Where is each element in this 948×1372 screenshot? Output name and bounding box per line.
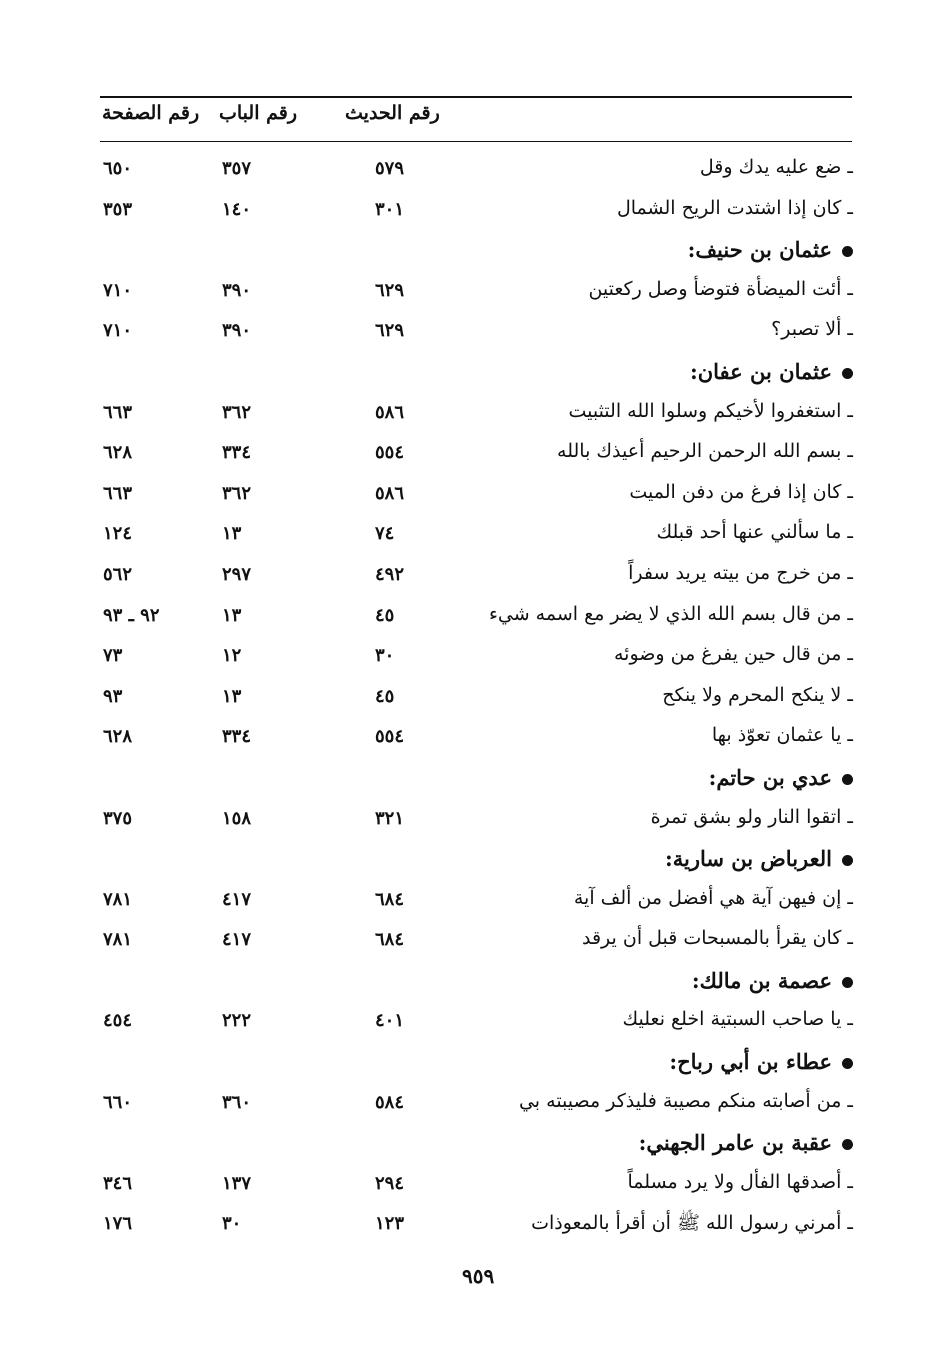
- hadith-text: ـ إن فيهن آية هي أفضل من ألف آية: [573, 886, 853, 909]
- narrator-name-text: عطاء بن أبي رباح:: [669, 1049, 832, 1075]
- hadith-number: ٦٢٩: [375, 320, 405, 342]
- hadith-entry-row: [0, 599, 948, 640]
- header-top-rule: [100, 96, 852, 98]
- hadith-entry-row: [0, 314, 948, 355]
- bab-number: ٣٦٠: [222, 1091, 252, 1113]
- narrator-name-text: عصمة بن مالك:: [691, 967, 832, 993]
- page-ref: ٦٦٣: [103, 482, 133, 504]
- hadith-number: ٣٠: [375, 645, 395, 667]
- page-ref: ٣٥٣: [103, 198, 133, 220]
- hadith-number: ٥٨٦: [375, 401, 405, 423]
- narrator-name-text: عدي بن حاتم:: [708, 764, 832, 790]
- section-heading-row: [0, 761, 948, 802]
- hadith-entry-row: [0, 517, 948, 558]
- hadith-number: ٣٢١: [375, 807, 405, 829]
- page-ref: ٣٤٦: [103, 1172, 133, 1194]
- hadith-entry-row: [0, 720, 948, 761]
- hadith-number: ٣٠١: [375, 198, 405, 220]
- hadith-entry-row: [0, 1086, 948, 1127]
- section-heading-row: [0, 1126, 948, 1167]
- narrator-name: [665, 846, 853, 871]
- section-heading-row: [0, 842, 948, 883]
- bab-number: ٣٩٠: [222, 279, 252, 301]
- hadith-entry-row: [0, 274, 948, 315]
- hadith-text: ـ يا صاحب السبتية اخلع نعليك: [622, 1008, 853, 1031]
- hadith-number: ٥٥٤: [375, 442, 405, 464]
- hadith-text: ـ من خرج من بيته يريد سفراً: [628, 561, 853, 584]
- hadith-text: ـ ما سألني عنها أحد قبلك: [656, 521, 853, 544]
- bullet-icon: [842, 855, 853, 866]
- bab-number: ٣٦٢: [222, 482, 252, 504]
- hadith-text: ـ ألا تصبر؟: [771, 318, 853, 341]
- hadith-entry-row: [0, 477, 948, 518]
- hadith-entry-row: [0, 883, 948, 924]
- hadith-number: ٦٨٤: [375, 888, 405, 910]
- bab-number: ١٤٠: [222, 198, 252, 220]
- hadith-text: ـ كان إذا اشتدت الريح الشمال: [616, 196, 853, 219]
- column-header-hadith: رقم الحديث: [345, 102, 440, 124]
- page-ref: ١٢٤: [103, 523, 133, 545]
- narrator-name: [709, 765, 853, 790]
- hadith-number: ٥٨٦: [375, 482, 405, 504]
- bab-number: ١٥٨: [222, 807, 252, 829]
- section-heading-row: [0, 964, 948, 1005]
- page-ref: ٧٨١: [103, 929, 133, 951]
- column-header-page: رقم الصفحة: [102, 102, 200, 124]
- page-ref: ٣٧٥: [103, 807, 133, 829]
- bab-number: ٢٢٢: [222, 1010, 252, 1032]
- index-rows: [0, 152, 948, 1248]
- hadith-entry-row: [0, 436, 948, 477]
- bab-number: ٣٣٤: [222, 442, 252, 464]
- bab-number: ١٣٧: [222, 1172, 252, 1194]
- page-ref: ٧١٠: [103, 279, 133, 301]
- narrator-name: [690, 359, 853, 384]
- hadith-number: ٥٨٤: [375, 1091, 405, 1113]
- narrator-name: [639, 1130, 853, 1155]
- hadith-number: ٦٨٤: [375, 929, 405, 951]
- hadith-entry-row: [0, 923, 948, 964]
- bullet-icon: [842, 368, 853, 379]
- bab-number: ١٣: [222, 604, 242, 626]
- narrator-name-text: عثمان بن عفان:: [689, 358, 832, 384]
- hadith-number: ٧٤: [375, 523, 395, 545]
- hadith-text: ـ من قال حين يفرغ من وضوئه: [613, 643, 853, 666]
- bullet-icon: [842, 1058, 853, 1069]
- hadith-number: ٥٥٤: [375, 726, 405, 748]
- page-ref: ٤٥٤: [103, 1010, 133, 1032]
- hadith-entry-row: [0, 152, 948, 193]
- page-ref: ٧١٠: [103, 320, 133, 342]
- bullet-icon: [842, 977, 853, 988]
- page-ref: ٥٦٢: [103, 563, 133, 585]
- bab-number: ٣٥٧: [222, 158, 252, 179]
- hadith-entry-row: [0, 680, 948, 721]
- narrator-name-text: العرباض بن سارية:: [664, 846, 832, 872]
- bullet-icon: [842, 774, 853, 785]
- narrator-name: [688, 237, 853, 262]
- narrator-name-text: عثمان بن حنيف:: [687, 237, 832, 263]
- bab-number: ٤١٧: [222, 888, 252, 910]
- bab-number: ٣٦٢: [222, 401, 252, 423]
- bullet-icon: [842, 246, 853, 257]
- hadith-entry-row: [0, 1167, 948, 1208]
- narrator-name: [669, 1049, 853, 1074]
- hadith-entry-row: [0, 802, 948, 843]
- hadith-text: ـ من أصابته منكم مصيبة فليذكر مصيبته بي: [518, 1089, 853, 1112]
- page-ref: ٧٨١: [103, 888, 133, 910]
- hadith-number: ٤٠١: [375, 1010, 405, 1032]
- hadith-text: ـ اتقوا النار ولو بشق تمرة: [650, 805, 853, 828]
- hadith-entry-row: [0, 1207, 948, 1248]
- page-ref: ٦٦٣: [103, 401, 133, 423]
- hadith-entry-row: [0, 193, 948, 234]
- page-ref: ١٧٦: [103, 1213, 133, 1235]
- bullet-icon: [842, 1139, 853, 1150]
- hadith-text: ـ يا عثمان تعوّذ بها: [711, 724, 853, 747]
- hadith-number: ٤٥: [375, 685, 395, 707]
- hadith-text: ـ لا ينكح المحرم ولا ينكح: [662, 683, 853, 706]
- hadith-number: ٥٧٩: [375, 158, 405, 179]
- page-number: ٩٥٩: [462, 1264, 495, 1288]
- hadith-entry-row: [0, 396, 948, 437]
- bab-number: ١٣: [222, 685, 242, 707]
- page-ref: ٦٢٨: [103, 442, 133, 464]
- hadith-entry-row: [0, 639, 948, 680]
- bab-number: ٢٩٧: [222, 563, 252, 585]
- hadith-number: ٤٥: [375, 604, 395, 626]
- bab-number: ٣٩٠: [222, 320, 252, 342]
- page-ref: ٧٣: [103, 645, 123, 667]
- hadith-number: ٦٢٩: [375, 279, 405, 301]
- hadith-entry-row: [0, 558, 948, 599]
- hadith-text: ـ استغفروا لأخيكم وسلوا الله التثبيت: [568, 399, 853, 422]
- hadith-text: ـ كان يقرأ بالمسبحات قبل أن يرقد: [582, 927, 853, 950]
- hadith-text: ـ كان إذا فرغ من دفن الميت: [629, 480, 853, 503]
- hadith-text: ـ أئت الميضأة فتوضأ وصل ركعتين: [588, 277, 853, 300]
- narrator-name-text: عقبة بن عامر الجهني:: [638, 1130, 832, 1156]
- page-ref: ٩٢ ـ ٩٣: [103, 604, 160, 626]
- bab-number: ١٣: [222, 523, 242, 545]
- page-ref: ٦٢٨: [103, 726, 133, 748]
- hadith-entry-row: [0, 1004, 948, 1045]
- bab-number: ٣٣٤: [222, 726, 252, 748]
- section-heading-row: [0, 1045, 948, 1086]
- hadith-text: ـ بسم الله الرحمن الرحيم أعيذك بالله: [557, 440, 853, 463]
- bab-number: ٤١٧: [222, 929, 252, 951]
- bab-number: ١٢: [222, 645, 242, 667]
- hadith-text: ـ أمرني رسول الله ﷺ أن أقرأ بالمعوذات: [531, 1212, 853, 1235]
- page-ref: ٩٣: [103, 685, 123, 707]
- hadith-number: ٢٩٤: [375, 1172, 405, 1194]
- page-ref: ٦٥٠: [103, 158, 133, 179]
- narrator-name: [692, 968, 853, 993]
- bab-number: ٣٠: [222, 1213, 242, 1235]
- header-bottom-rule: [100, 141, 852, 142]
- hadith-text: ـ ضع عليه يدك وقل: [699, 156, 853, 178]
- section-heading-row: [0, 233, 948, 274]
- hadith-text: ـ من قال بسم الله الذي لا يضر مع اسمه شيء: [488, 602, 853, 625]
- hadith-number: ٤٩٢: [375, 563, 405, 585]
- page-ref: ٦٦٠: [103, 1091, 133, 1113]
- section-heading-row: [0, 355, 948, 396]
- hadith-text: ـ أصدقها الفأل ولا يرد مسلماً: [627, 1170, 853, 1193]
- hadith-number: ١٢٣: [375, 1213, 405, 1235]
- column-header-bab: رقم الباب: [219, 102, 297, 124]
